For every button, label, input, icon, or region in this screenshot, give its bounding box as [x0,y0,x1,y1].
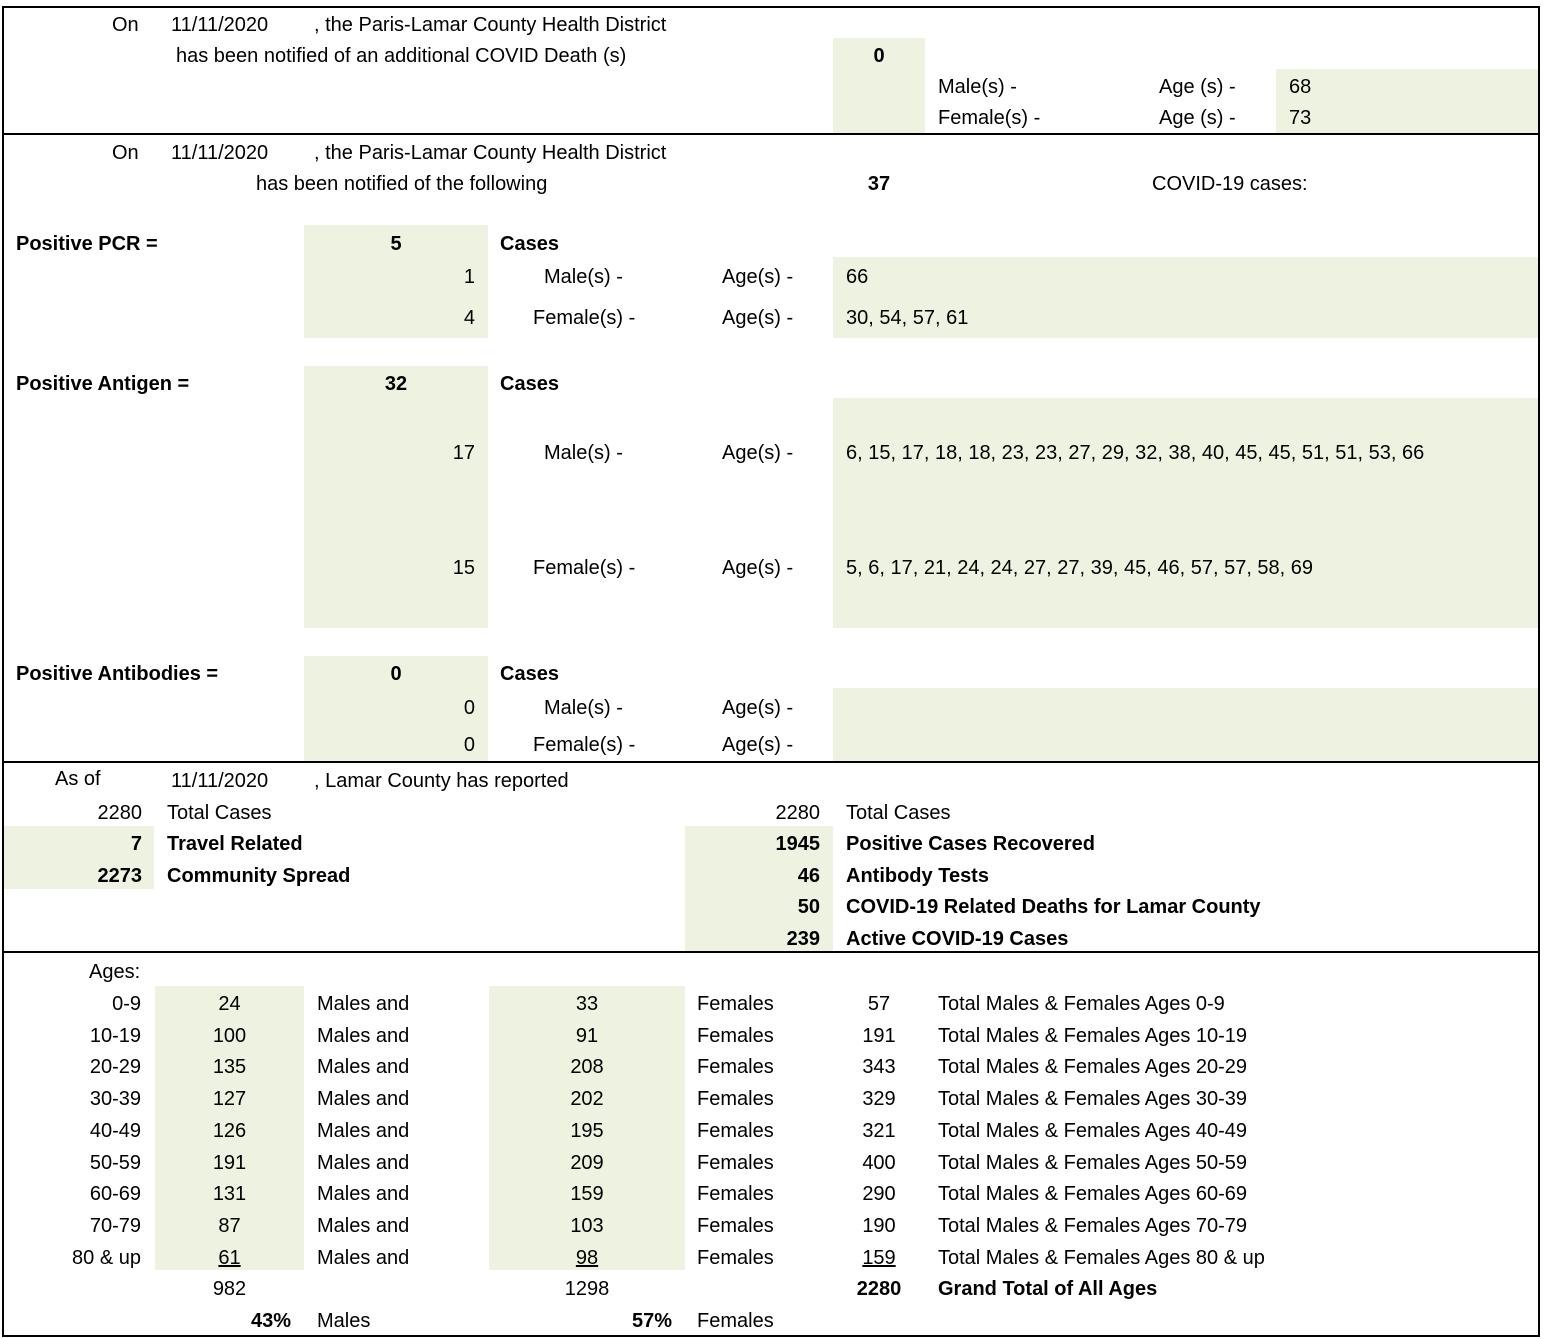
border-divider-1 [2,133,1540,135]
summary-right-label-3: COVID-19 Related Deaths for Lamar County [846,896,1261,918]
summary-date: 11/11/2020 [171,770,269,792]
antigen-female-label: Female(s) - [533,557,636,579]
deaths-female-label: Female(s) - [938,107,1041,129]
age-males-and-label: Males and [317,993,410,1015]
age-males-and-label: Males and [317,1152,410,1174]
age-range: 10-19 [89,1025,141,1047]
antibodies-male-label: Male(s) - [544,697,623,719]
age-males: 61 [218,1247,241,1269]
deaths-female-age-label: Age (s) - [1159,107,1236,129]
antigen-counts-fill [304,366,488,628]
age-total: 190 [862,1215,896,1237]
age-total: 290 [862,1183,896,1205]
age-desc: Total Males & Females Ages 80 & up [938,1247,1265,1269]
deaths-line1: , the Paris-Lamar County Health District [314,14,667,36]
pcr-male-ages: 66 [846,266,869,288]
age-females: 159 [570,1183,604,1205]
age-females: 98 [575,1247,599,1269]
deaths-female-age: 73 [1289,107,1312,129]
summary-right-value-1: 1945 [775,833,820,855]
summary-left-value-0: 2280 [97,802,142,824]
age-females-label: Females [697,1247,774,1269]
age-males: 126 [212,1120,247,1142]
age-total: 191 [862,1025,896,1047]
age-males-and-label: Males and [317,1247,410,1269]
age-desc: Total Males & Females Ages 40-49 [938,1120,1248,1142]
ages-female-total: 1298 [564,1278,610,1300]
ages-grand-label: Grand Total of All Ages [938,1278,1158,1300]
age-range: 50-59 [89,1152,141,1174]
pcr-count: 5 [390,233,402,255]
pcr-female-label: Female(s) - [533,307,636,329]
antigen-male-label: Male(s) - [544,442,623,464]
antigen-label: Positive Antigen = [16,373,190,395]
notice-line2: has been notified of the following [256,173,548,195]
pcr-label: Positive PCR = [16,233,158,255]
age-desc: Total Males & Females Ages 30-39 [938,1088,1248,1110]
summary-left-label-1: Travel Related [167,833,303,855]
ages-female-pct: 57% [631,1310,672,1332]
age-range: 0-9 [112,993,141,1015]
notice-suffix: COVID-19 cases: [1152,173,1308,195]
antigen-ages-fill [833,398,1539,628]
deaths-ages-fill [1276,69,1539,134]
age-range: 20-29 [89,1056,141,1078]
deaths-date: 11/11/2020 [171,14,269,36]
antibodies-cases-label: Cases [500,663,559,685]
notice-line1: , the Paris-Lamar County Health District [314,142,667,164]
summary-right-label-4: Active COVID-19 Cases [846,928,1069,950]
ages-females-word: Females [697,1310,774,1332]
antibodies-female-label: Female(s) - [533,734,636,756]
age-males: 24 [218,993,241,1015]
age-range: 70-79 [89,1215,141,1237]
age-total: 400 [862,1152,896,1174]
pcr-female-count: 4 [463,307,475,329]
age-females: 103 [570,1215,604,1237]
antibodies-female-age-label: Age(s) - [722,734,794,756]
ages-males-word: Males [317,1310,371,1332]
deaths-male-age: 68 [1289,76,1312,98]
age-females: 195 [570,1120,604,1142]
age-females-label: Females [697,1056,774,1078]
ages-title: Ages: [89,961,141,983]
antigen-male-age-label: Age(s) - [722,442,794,464]
age-females: 202 [570,1088,604,1110]
summary-left-value-2: 2273 [97,865,142,887]
age-females: 209 [570,1152,604,1174]
antigen-female-count: 15 [452,557,475,579]
deaths-male-label: Male(s) - [938,76,1017,98]
age-desc: Total Males & Females Ages 20-29 [938,1056,1248,1078]
summary-right-label-2: Antibody Tests [846,865,989,887]
age-males: 131 [212,1183,247,1205]
summary-right-value-0: 2280 [775,802,820,824]
summary-as-of: As of [55,768,101,790]
antibodies-female-count: 0 [463,734,475,756]
age-females: 91 [575,1025,599,1047]
age-males-and-label: Males and [317,1120,410,1142]
summary-left-label-2: Community Spread [167,865,351,887]
age-females-label: Females [697,1120,774,1142]
age-females-label: Females [697,1025,774,1047]
age-females-label: Females [697,1183,774,1205]
ages-grand-total: 2280 [856,1278,902,1300]
age-males-and-label: Males and [317,1056,410,1078]
ages-male-pct: 43% [250,1310,291,1332]
age-range: 30-39 [89,1088,141,1110]
age-males-and-label: Males and [317,1215,410,1237]
age-range: 80 & up [72,1247,141,1269]
notice-on: On [112,142,139,164]
age-range: 40-49 [89,1120,141,1142]
pcr-cases-label: Cases [500,233,559,255]
border-left [2,6,4,1337]
age-males-and-label: Males and [317,1025,410,1047]
antibodies-count: 0 [390,663,402,685]
antigen-male-ages: 6, 15, 17, 18, 18, 23, 23, 27, 29, 32, 38, 40, 45, 45, 51, 51, 53, 66 [846,442,1425,464]
deaths-male-age-label: Age (s) - [1159,76,1236,98]
age-total: 329 [862,1088,896,1110]
antigen-count: 32 [384,373,408,395]
age-females-label: Females [697,1152,774,1174]
summary-right-label-1: Positive Cases Recovered [846,833,1096,855]
antibodies-male-age-label: Age(s) - [722,697,794,719]
age-males: 127 [212,1088,247,1110]
pcr-male-age-label: Age(s) - [722,266,794,288]
age-males-and-label: Males and [317,1088,410,1110]
antigen-female-age-label: Age(s) - [722,557,794,579]
antigen-cases-label: Cases [500,373,559,395]
antibodies-ages-fill [833,688,1539,761]
antigen-male-count: 17 [452,442,475,464]
summary-right-value-3: 50 [797,896,820,918]
summary-left-label-0: Total Cases [167,802,272,824]
border-bottom [2,1335,1540,1337]
ages-male-total: 982 [212,1278,247,1300]
deaths-count: 0 [873,45,885,67]
age-desc: Total Males & Females Ages 0-9 [938,993,1225,1015]
summary-right-label-0: Total Cases [846,802,951,824]
notice-count: 37 [867,173,891,195]
age-females-label: Females [697,1215,774,1237]
pcr-male-count: 1 [463,266,475,288]
age-males: 100 [212,1025,247,1047]
pcr-female-age-label: Age(s) - [722,307,794,329]
age-desc: Total Males & Females Ages 70-79 [938,1215,1248,1237]
age-total: 321 [862,1120,896,1142]
age-males: 135 [212,1056,247,1078]
age-total: 343 [862,1056,896,1078]
border-top [2,6,1540,8]
summary-right-value-2: 46 [797,865,820,887]
age-females-label: Females [697,993,774,1015]
age-males: 87 [218,1215,241,1237]
border-right [1538,6,1540,1337]
pcr-female-ages: 30, 54, 57, 61 [846,307,969,329]
summary-right-value-4: 239 [786,928,820,950]
summary-left-value-1: 7 [130,833,142,855]
age-range: 60-69 [89,1183,141,1205]
antigen-female-ages: 5, 6, 17, 21, 24, 24, 27, 27, 39, 45, 46, 57, 57, 58, 69 [846,557,1314,579]
age-total: 159 [862,1247,896,1269]
deaths-line2: has been notified of an additional COVID Death (s) [176,45,627,67]
age-females-label: Females [697,1088,774,1110]
age-desc: Total Males & Females Ages 50-59 [938,1152,1248,1174]
pcr-male-label: Male(s) - [544,266,623,288]
notice-date: 11/11/2020 [171,142,269,164]
deaths-on: On [112,14,139,36]
antibodies-male-count: 0 [463,697,475,719]
age-desc: Total Males & Females Ages 60-69 [938,1183,1248,1205]
border-divider-2 [2,761,1540,763]
antibodies-label: Positive Antibodies = [16,663,219,685]
age-desc: Total Males & Females Ages 10-19 [938,1025,1248,1047]
age-males: 191 [212,1152,247,1174]
age-females: 208 [570,1056,604,1078]
age-total: 57 [867,993,891,1015]
age-males-and-label: Males and [317,1183,410,1205]
age-females: 33 [575,993,599,1015]
summary-reported: , Lamar County has reported [314,770,569,792]
